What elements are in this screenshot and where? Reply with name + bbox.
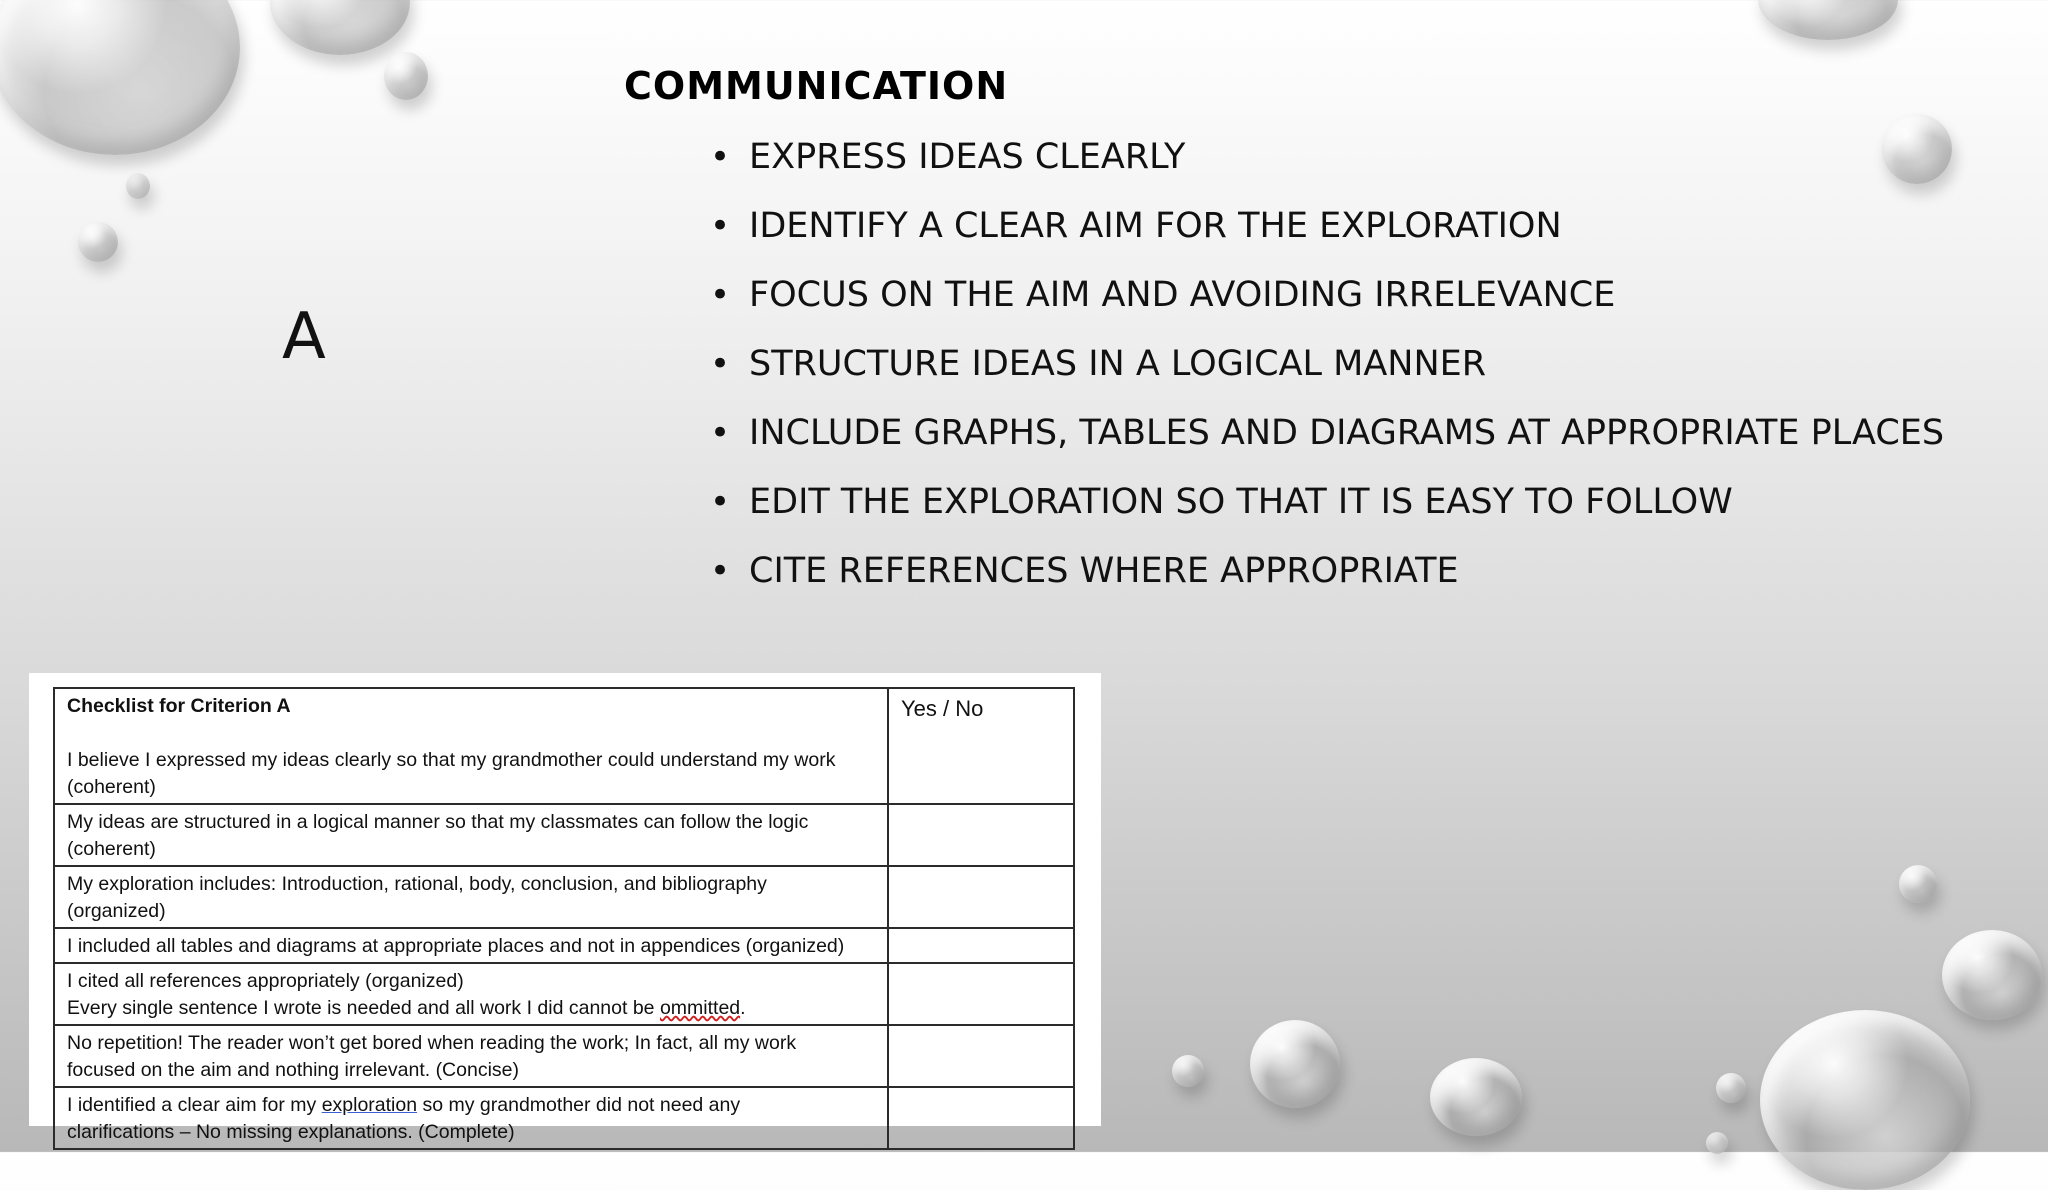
water-drop-decoration bbox=[270, 0, 410, 55]
checklist-cell bbox=[54, 1087, 888, 1149]
misspelled-word: ommitted bbox=[659, 997, 741, 1019]
slide-heading: COMMUNICATION bbox=[624, 64, 1009, 108]
bullet-text: IDENTIFY A CLEAR AIM FOR THE EXPLORATION bbox=[749, 206, 1562, 246]
checklist-text: (organized) bbox=[67, 900, 166, 922]
water-drop-decoration bbox=[1250, 1020, 1340, 1108]
table-row bbox=[54, 928, 1074, 963]
checklist-table bbox=[53, 687, 1075, 1150]
criteria-bullet-list bbox=[710, 130, 1944, 613]
checklist-cell bbox=[54, 963, 888, 1025]
bullet-icon: • bbox=[710, 137, 731, 177]
bullet-text: CITE REFERENCES WHERE APPROPRIATE bbox=[749, 551, 1459, 591]
bullet-item bbox=[710, 406, 1944, 475]
bullet-text: EXPRESS IDEAS CLEARLY bbox=[749, 137, 1186, 177]
checklist-title: Checklist for Criterion A bbox=[67, 695, 291, 717]
checklist-cell bbox=[54, 688, 888, 804]
bullet-icon: • bbox=[710, 344, 731, 384]
section-letter: A bbox=[282, 300, 327, 374]
bullet-item bbox=[710, 475, 1944, 544]
checklist-text: Every single sentence I wrote is needed and all work I did cannot be bbox=[67, 997, 660, 1019]
answer-cell[interactable] bbox=[888, 1025, 1074, 1087]
water-drop-decoration bbox=[78, 222, 118, 262]
table-row bbox=[54, 963, 1074, 1025]
water-drop-decoration bbox=[1706, 1132, 1728, 1154]
checklist-cell bbox=[54, 928, 888, 963]
table-row bbox=[54, 866, 1074, 928]
table-row bbox=[54, 688, 1074, 804]
answer-cell[interactable] bbox=[888, 928, 1074, 963]
checklist-panel bbox=[29, 673, 1101, 1143]
checklist-text: (coherent) bbox=[67, 776, 156, 798]
checklist-text: focused on the aim and nothing irrelevant. (Concise) bbox=[67, 1059, 520, 1081]
bullet-item bbox=[710, 337, 1944, 406]
bullet-icon: • bbox=[710, 206, 731, 246]
water-drop-decoration bbox=[384, 52, 428, 100]
answer-cell[interactable] bbox=[888, 866, 1074, 928]
bullet-text: FOCUS ON THE AIM AND AVOIDING IRRELEVANCE bbox=[749, 275, 1616, 315]
water-drop-decoration bbox=[1430, 1058, 1522, 1136]
checklist-text: . bbox=[740, 997, 746, 1019]
answer-cell[interactable] bbox=[888, 963, 1074, 1025]
bullet-icon: • bbox=[710, 413, 731, 453]
checklist-text: so my grandmother did not need any bbox=[417, 1094, 741, 1116]
water-drop-decoration bbox=[1172, 1055, 1204, 1087]
checklist-text: My ideas are structured in a logical manner so that my classmates can follow the logic bbox=[67, 811, 809, 833]
bullet-icon: • bbox=[710, 482, 731, 522]
bullet-text: STRUCTURE IDEAS IN A LOGICAL MANNER bbox=[749, 344, 1487, 384]
water-drop-decoration bbox=[126, 173, 150, 199]
table-row bbox=[54, 1087, 1074, 1149]
water-drop-decoration bbox=[1899, 865, 1937, 903]
table-row bbox=[54, 1025, 1074, 1087]
grammar-marked-word: exploration bbox=[321, 1094, 418, 1116]
bullet-icon: • bbox=[710, 551, 731, 591]
checklist-text: I believe I expressed my ideas clearly so that my grandmother could understand my work bbox=[67, 749, 836, 771]
bullet-item bbox=[710, 199, 1944, 268]
bullet-item bbox=[710, 544, 1944, 613]
checklist-text: I included all tables and diagrams at appropriate places and not in appendices (organized) bbox=[67, 935, 845, 957]
answer-header-cell bbox=[888, 688, 1074, 804]
checklist-text: No repetition! The reader won’t get bored when reading the work; In fact, all my work bbox=[67, 1032, 797, 1054]
water-drop-decoration bbox=[1760, 1010, 1970, 1190]
water-drop-decoration bbox=[0, 0, 240, 155]
checklist-text: clarifications – No missing explanations. (Complete) bbox=[67, 1121, 515, 1143]
bullet-text: INCLUDE GRAPHS, TABLES AND DIAGRAMS AT APPROPRIATE PLACES bbox=[749, 413, 1945, 453]
water-drop-decoration bbox=[1716, 1073, 1746, 1103]
answer-cell[interactable] bbox=[888, 1087, 1074, 1149]
checklist-cell bbox=[54, 804, 888, 866]
checklist-cell bbox=[54, 866, 888, 928]
checklist-text: I cited all references appropriately (organized) bbox=[67, 970, 464, 992]
table-row bbox=[54, 804, 1074, 866]
checklist-text: I identified a clear aim for my bbox=[67, 1094, 322, 1116]
answer-cell[interactable] bbox=[888, 804, 1074, 866]
checklist-text: (coherent) bbox=[67, 838, 156, 860]
answer-header: Yes / No bbox=[901, 696, 984, 721]
water-drop-decoration bbox=[1942, 930, 2042, 1020]
checklist-text: My exploration includes: Introduction, rational, body, conclusion, and bibliography bbox=[67, 873, 767, 895]
bullet-icon: • bbox=[710, 275, 731, 315]
bullet-text: EDIT THE EXPLORATION SO THAT IT IS EASY TO FOLLOW bbox=[749, 482, 1733, 522]
water-drop-decoration bbox=[1758, 0, 1898, 40]
bullet-item bbox=[710, 130, 1944, 199]
bullet-item bbox=[710, 268, 1944, 337]
checklist-cell bbox=[54, 1025, 888, 1087]
